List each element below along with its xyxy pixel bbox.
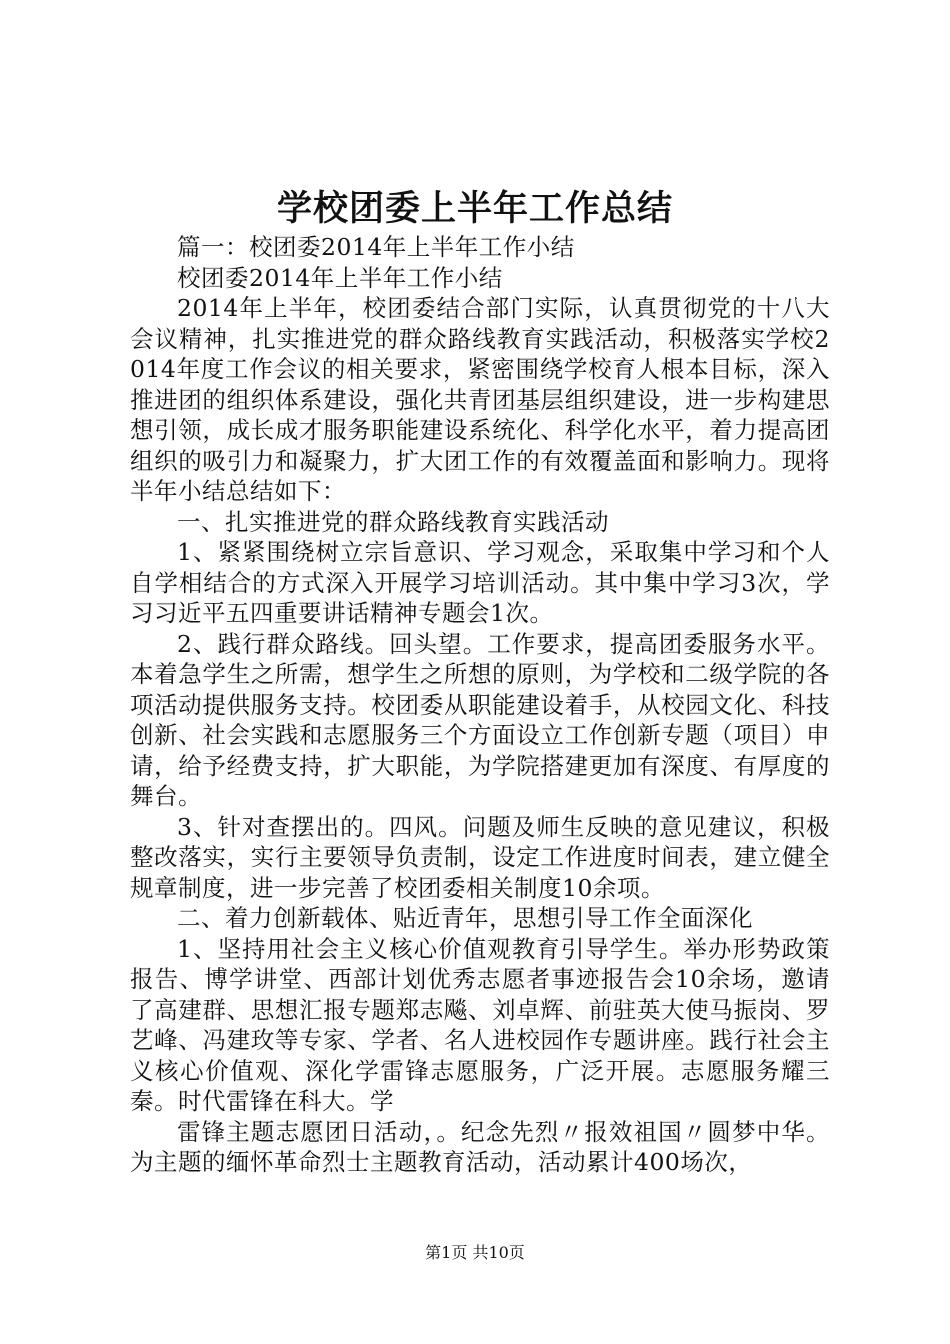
page-number-footer: 第1页 共10页 — [425, 1243, 525, 1262]
section-heading: 一、扎实推进党的群众路线教育实践活动 — [177, 507, 609, 536]
paragraph: 2014年上半年，校团委结合部门实际，认真贯彻党的十八大会议精神，扎实推进党的群众路线教育实践活动，积极落实学校2014年度工作会议的相关要求，紧密围绕学校育人根本目标，深入推进团的组织体系建设，强化共青团基层组织建设，进一步构建思想引领，成长成才服务职能建设系统化、科学化水平，着力提高团组织的吸引力和凝聚力，扩大团工作的有效覆盖面和影响力。现将半年小结总结如下： — [130, 294, 830, 505]
document-body — [130, 232, 830, 1178]
paragraph: 3、针对查摆出的。四风。问题及师生反映的意见建议，积极整改落实，实行主要领导负责制，设定工作进度时间表，建立健全规章制度，进一步完善了校团委相关制度10余项。 — [130, 812, 830, 902]
paragraph: 1、紧紧围绕树立宗旨意识、学习观念，采取集中学习和个人自学相结合的方式深入开展学习培训活动。其中集中学习3次，学习习近平五四重要讲话精神专题会1次。 — [130, 538, 830, 627]
paragraph: 2、践行群众路线。回头望。工作要求，提高团委服务水平。本着急学生之所需，想学生之所想的原则，为学校和二级学院的各项活动提供服务支持。校团委从职能建设着手，从校园文化、科技创新、社会实践和志愿服务三个方面设立工作创新专题（项目）申请，给予经费支持，扩大职能，为学院搭建更加有深度、有厚度的舞台。 — [130, 629, 830, 810]
document-title: 学校团委上半年工作总结 — [276, 188, 673, 229]
paragraph: 雷锋主题志愿团日活动，。纪念先烈〃报效祖国〃圆梦中华。为主题的缅怀革命烈士主题教育活动，活动累计400场次， — [130, 1117, 830, 1176]
paragraph: 校团委2014年上半年工作小结 — [177, 263, 503, 292]
paragraph: 篇一：校团委2014年上半年工作小结 — [177, 233, 575, 261]
paragraph: 1、坚持用社会主义核心价值观教育引导学生。举办形势政策报告、博学讲堂、西部计划优秀志愿者事迹报告会10余场，邀请了高建群、思想汇报专题郑志飚、刘卓辉、前驻英大使马振岗、罗艺峰、冯建玫等专家、学者、名人进校园作专题讲座。践行社会主义核心价值观、深化学雷锋志愿服务，广泛开展。志愿服务耀三秦。时代雷锋在科大。学 — [130, 934, 830, 1115]
section-heading: 二、着力创新载体、贴近青年，思想引导工作全面深化 — [177, 904, 753, 932]
